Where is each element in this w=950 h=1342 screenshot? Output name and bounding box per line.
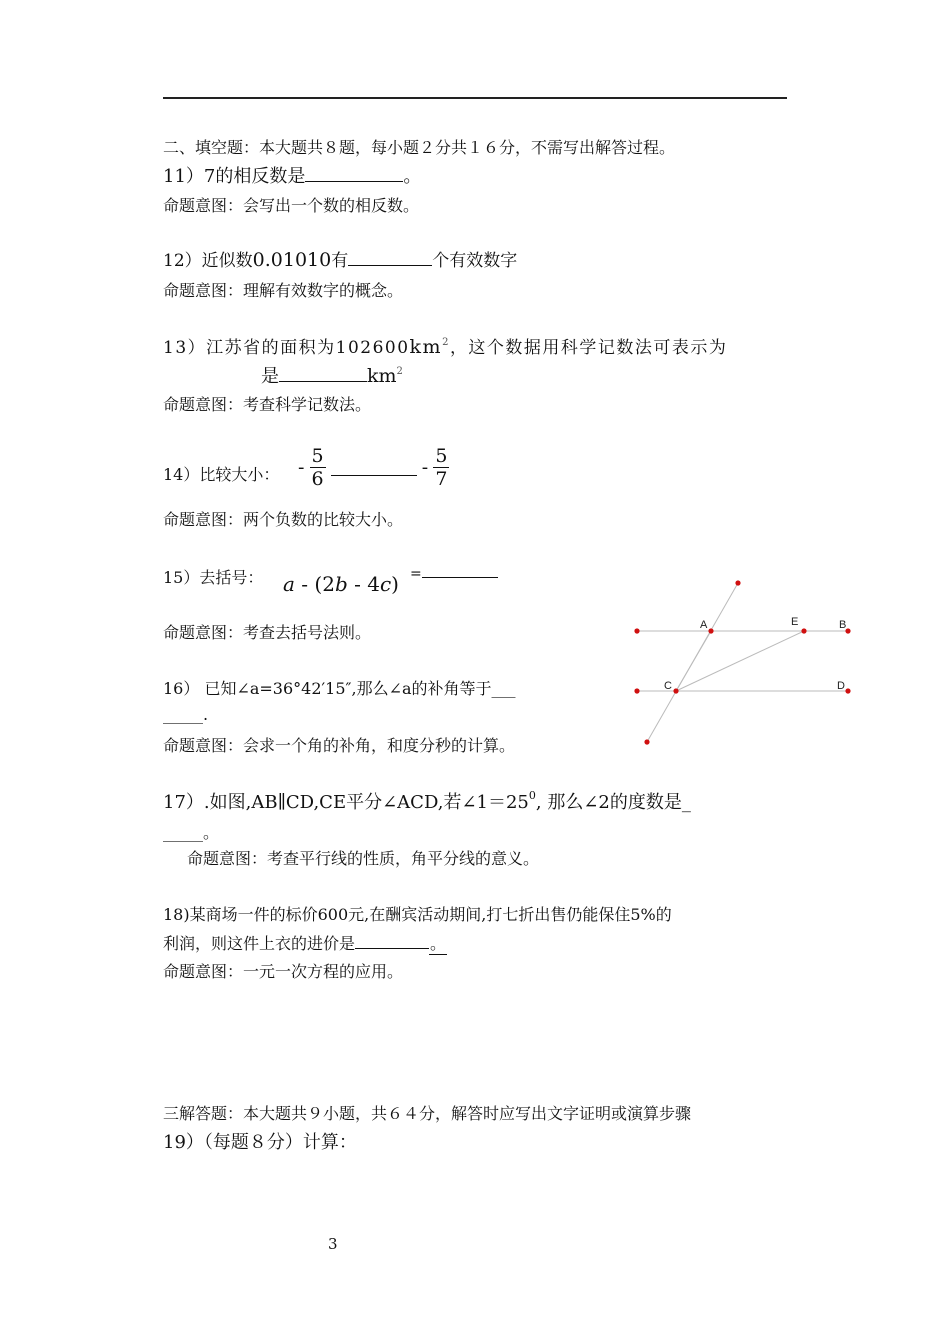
q11-prefix: 11）7的相反数是	[163, 166, 306, 187]
q14-fraction-2	[433, 445, 449, 490]
q14-frac1-numerator: 5	[311, 445, 324, 467]
q16-line1: 16） 已知∠a=36°42′15″,那么∠a的补角等于___	[163, 679, 516, 698]
q13-exp-2: 2	[396, 366, 403, 377]
q14-frac2-denominator: 7	[435, 468, 448, 490]
q12-suffix: 个有效数字	[432, 251, 518, 271]
q12-middle: 有	[331, 251, 349, 271]
q13-unit: km	[409, 336, 443, 358]
question-12	[163, 246, 517, 271]
bisector-line-ce	[676, 631, 804, 691]
q14-frac2-numerator: 5	[435, 445, 448, 467]
question-18-line2	[163, 931, 447, 955]
point-e	[801, 628, 806, 633]
question-13-line2	[261, 362, 403, 388]
point-left-ab	[634, 628, 639, 633]
parallel-lines-figure	[628, 575, 858, 755]
q13-intent: 命题意图：考查科学记数法。	[163, 395, 372, 414]
q14-fraction-1	[310, 445, 326, 490]
q16-intent: 命题意图：会求一个角的补角，和度分秒的计算。	[163, 736, 516, 755]
q12-prefix: 12）近似数	[163, 251, 253, 271]
q14-answer-blank[interactable]	[331, 459, 417, 476]
q14-expression	[298, 445, 449, 490]
q17-degree-sup: 0	[528, 789, 536, 802]
q15-equals-sign: =	[410, 566, 422, 582]
q13-prefix: 13）江苏省的面积为102600	[163, 338, 410, 358]
question-17	[163, 788, 691, 814]
q14-minus-1: -	[298, 456, 305, 479]
q13-answer-blank[interactable]	[279, 365, 367, 382]
q15-var-c: c	[379, 572, 392, 596]
point-c	[673, 688, 678, 693]
point-a	[708, 628, 713, 633]
q14-prefix: 14）比较大小：	[163, 465, 280, 484]
q13-suffix: ，这个数据用科学记数法可表示为	[449, 338, 728, 358]
point-top	[735, 580, 740, 585]
point-d	[845, 688, 850, 693]
q18-line2-prefix: 利润，则这件上衣的进价是	[163, 934, 356, 953]
q14-frac1-denominator: 6	[311, 468, 324, 490]
label-e: E	[791, 616, 799, 628]
label-d: D	[837, 680, 845, 692]
q15-equals	[410, 566, 498, 582]
q12-answer-blank[interactable]	[348, 249, 432, 266]
q14-intent: 命题意图：两个负数的比较大小。	[163, 510, 404, 529]
section-3-heading: 三解答题：本大题共９小题，共６４分，解答时应写出文字证明或演算步骤	[163, 1104, 692, 1123]
point-bottom	[644, 739, 649, 744]
question-11	[163, 162, 421, 188]
q18-suffix: 。	[429, 931, 447, 955]
segment-ca	[676, 631, 711, 691]
q11-suffix: 。	[403, 166, 422, 187]
q15-prefix: 15）去括号：	[163, 568, 264, 587]
q15-var-a: a	[283, 572, 295, 596]
q18-line1: 18)某商场一件的标价600元,在酬宾活动期间,打七折出售仍能保住5%的	[163, 905, 672, 924]
q15-expr-part-2: - 4	[347, 572, 380, 596]
question-13	[163, 333, 727, 358]
q15-var-b: b	[334, 572, 348, 596]
point-left-cd	[634, 688, 639, 693]
q11-intent: 命题意图：会写出一个数的相反数。	[163, 196, 420, 215]
figure-points	[634, 580, 850, 744]
q17-line2: _____。	[163, 823, 220, 842]
q12-number: 0.01010	[252, 249, 332, 271]
q17-line1: 17）.如图,AB∥CD,CE平分∠ACD,若∠1＝25	[163, 792, 529, 813]
q15-expression	[283, 572, 399, 596]
q15-expr-part: - (2	[294, 572, 335, 596]
q13-exp: 2	[442, 337, 450, 348]
q18-answer-blank[interactable]	[355, 932, 429, 949]
q14-minus-2: -	[421, 456, 429, 479]
q15-expr-end: )	[391, 572, 399, 596]
q17-line1-end: , 那么∠2的度数是_	[535, 792, 691, 813]
label-b: B	[839, 619, 847, 631]
q16-line2: _____.	[163, 705, 209, 724]
q13-line2-prefix: 是	[261, 366, 279, 387]
top-rule	[163, 97, 787, 99]
section-2-heading: 二、填空题：本大题共８题，每小题２分共１６分，不需写出解答过程。	[163, 138, 676, 157]
q15-answer-blank[interactable]	[422, 567, 498, 578]
label-a: A	[700, 619, 708, 631]
q17-intent: 命题意图：考查平行线的性质，角平分线的意义。	[187, 849, 540, 868]
q13-unit-2: km	[367, 365, 397, 387]
q18-intent: 命题意图：一元一次方程的应用。	[163, 962, 404, 981]
q11-answer-blank[interactable]	[305, 165, 403, 182]
q15-intent: 命题意图：考查去括号法则。	[163, 623, 372, 642]
page-number: 3	[328, 1235, 338, 1253]
q19-text: 19）（每题８分）计算：	[163, 1132, 357, 1153]
figure-lines	[637, 583, 848, 742]
label-c: C	[664, 680, 672, 692]
q12-intent: 命题意图：理解有效数字的概念。	[163, 281, 404, 300]
